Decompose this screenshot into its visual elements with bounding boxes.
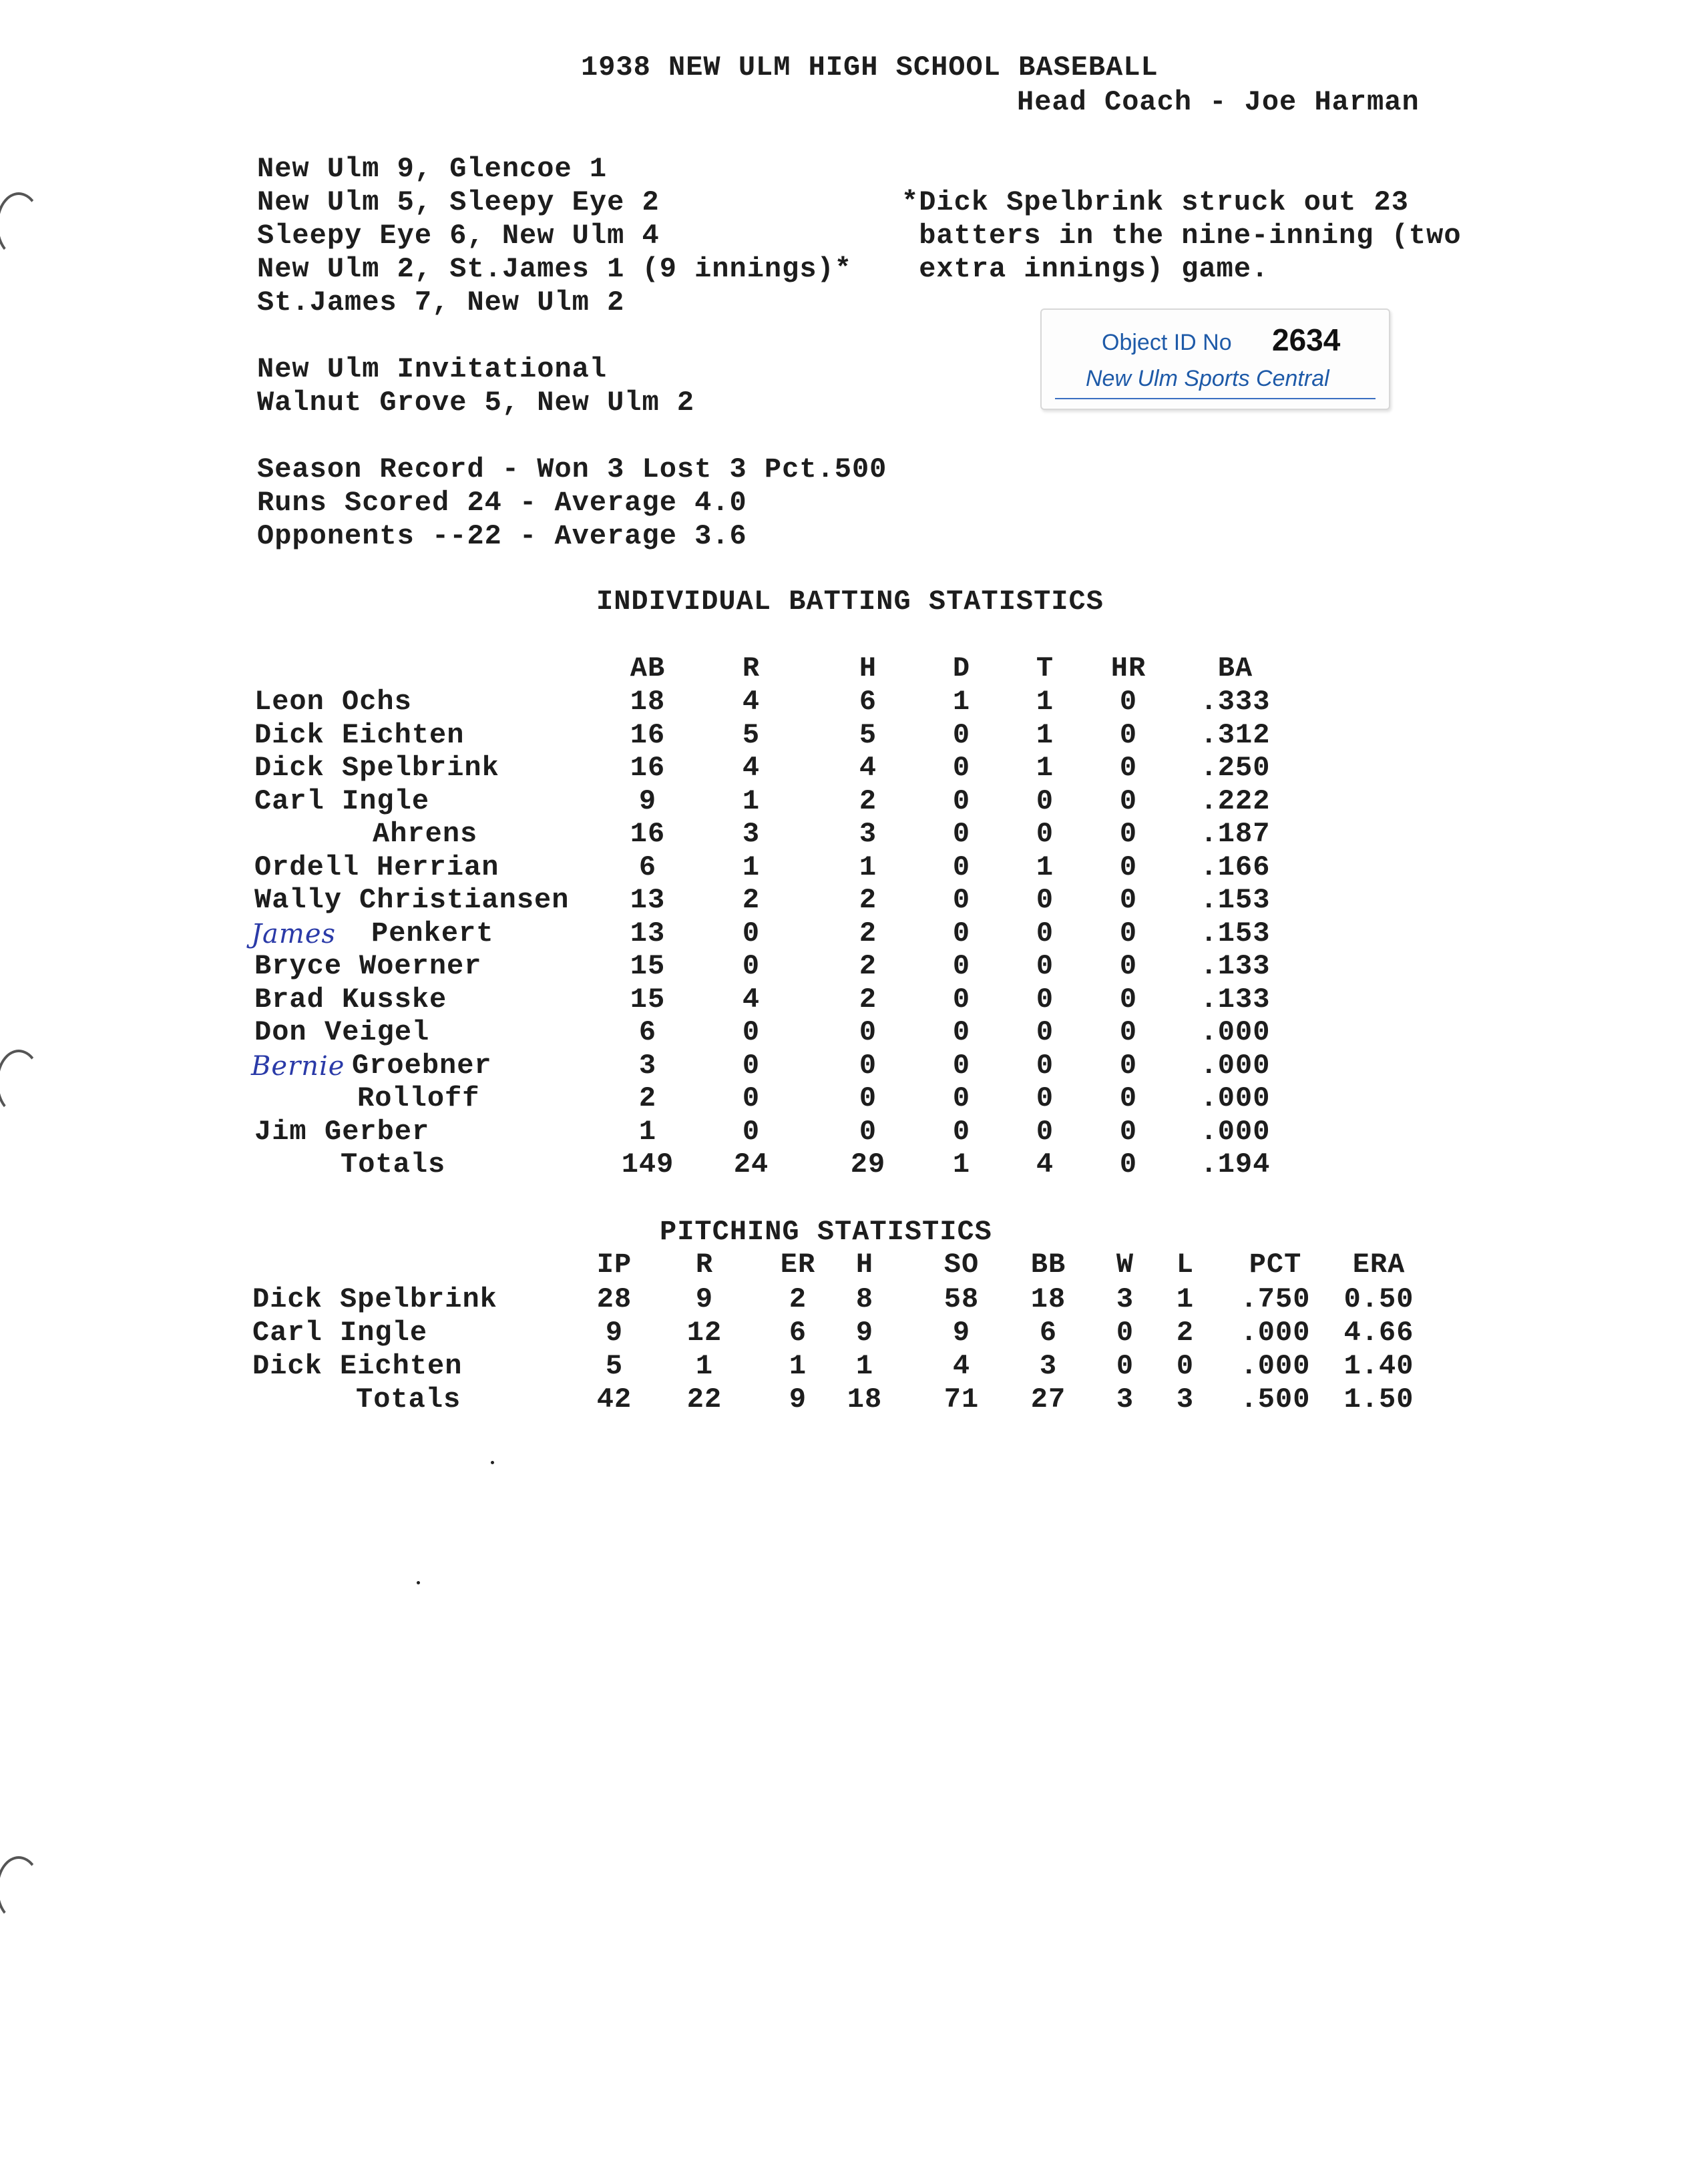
batting-stat-cell: .312 xyxy=(1200,719,1271,751)
batting-stat-cell: 0 xyxy=(1119,1016,1138,1048)
batting-total-cell: 149 xyxy=(621,1148,674,1180)
pitching-stat-cell: 6 xyxy=(1039,1317,1058,1349)
paper-speck xyxy=(491,1461,494,1464)
batting-stat-cell: 0 xyxy=(952,1082,971,1114)
pitching-stat-cell: 1 xyxy=(1176,1283,1195,1315)
batting-title: INDIVIDUAL BATTING STATISTICS xyxy=(596,586,1104,618)
pitching-col-header: R xyxy=(695,1249,714,1281)
pitching-col-header: L xyxy=(1176,1249,1195,1281)
batting-stat-cell: 4 xyxy=(742,984,761,1016)
batting-stat-cell: 1 xyxy=(859,851,877,883)
batting-stat-cell: 0 xyxy=(1119,984,1138,1016)
pitching-col-header: PCT xyxy=(1249,1249,1302,1281)
player-last-name: Penkert xyxy=(371,917,494,949)
batting-stat-cell: .222 xyxy=(1200,785,1271,817)
batting-stat-cell: 0 xyxy=(742,917,761,949)
batting-total-cell: 24 xyxy=(733,1148,769,1180)
batting-stat-cell: 0 xyxy=(952,984,971,1016)
head-coach: Head Coach - Joe Harman xyxy=(1017,86,1420,118)
batting-stat-cell: 0 xyxy=(742,1050,761,1082)
player-last-name: Kusske xyxy=(342,984,447,1016)
batting-stat-cell: 6 xyxy=(859,686,877,718)
player-last-name: Eichten xyxy=(342,719,465,751)
pitching-stat-cell: 1 xyxy=(789,1350,807,1382)
invitational-game: Walnut Grove 5, New Ulm 2 xyxy=(257,387,695,419)
batting-stat-cell: 1 xyxy=(638,1116,657,1148)
batting-stat-cell: 0 xyxy=(742,1082,761,1114)
pitching-total-cell: 1.50 xyxy=(1343,1383,1414,1415)
opponents-runs: Opponents --22 - Average 3.6 xyxy=(257,520,747,552)
batting-stat-cell: 15 xyxy=(630,950,666,982)
pitching-stat-cell: 6 xyxy=(789,1317,807,1349)
batting-stat-cell: 0 xyxy=(1119,785,1138,817)
batting-col-header: R xyxy=(742,652,761,684)
batting-stat-cell: .000 xyxy=(1200,1016,1271,1048)
pitching-stat-cell: 18 xyxy=(1030,1283,1066,1315)
batting-stat-cell: 1 xyxy=(742,851,761,883)
batting-stat-cell: 0 xyxy=(952,917,971,949)
batting-stat-cell: 0 xyxy=(1119,917,1138,949)
pitching-stat-cell: 12 xyxy=(686,1317,722,1349)
player-last-name: Ochs xyxy=(342,686,412,718)
batting-stat-cell: 0 xyxy=(742,1116,761,1148)
game-result: New Ulm 5, Sleepy Eye 2 xyxy=(257,186,660,218)
pitching-stat-cell: 58 xyxy=(943,1283,980,1315)
player-first-name: Carl xyxy=(254,785,325,817)
pitching-col-header: ER xyxy=(780,1249,816,1281)
batting-stat-cell: 0 xyxy=(952,950,971,982)
batting-stat-cell: 1 xyxy=(1036,752,1054,784)
pitching-stat-cell: 0 xyxy=(1176,1350,1195,1382)
batting-stat-cell: 2 xyxy=(638,1082,657,1114)
player-first-name: Wally xyxy=(254,884,343,916)
game-result: New Ulm 2, St.James 1 (9 innings)* xyxy=(257,253,852,285)
player-last-name: Woerner xyxy=(359,950,482,982)
pitching-stat-cell: 9 xyxy=(855,1317,874,1349)
pitching-total-cell: 3 xyxy=(1116,1383,1134,1415)
pitching-total-cell: 3 xyxy=(1176,1383,1195,1415)
batting-stat-cell: 0 xyxy=(1119,950,1138,982)
batting-stat-cell: 0 xyxy=(952,851,971,883)
batting-total-cell: 29 xyxy=(850,1148,886,1180)
batting-stat-cell: .153 xyxy=(1200,884,1271,916)
object-id-stamp xyxy=(1040,308,1390,410)
batting-stat-cell: 0 xyxy=(1036,818,1054,850)
pitching-col-header: BB xyxy=(1030,1249,1066,1281)
page-title: 1938 NEW ULM HIGH SCHOOL BASEBALL xyxy=(581,51,1158,83)
batting-stat-cell: 0 xyxy=(952,884,971,916)
game-result: Sleepy Eye 6, New Ulm 4 xyxy=(257,220,660,252)
batting-stat-cell: 6 xyxy=(638,851,657,883)
player-first-name: Dick xyxy=(254,752,325,784)
batting-stat-cell: 0 xyxy=(1119,719,1138,751)
pitching-totals-label: Totals xyxy=(356,1383,461,1415)
pitcher-name: Carl Ingle xyxy=(252,1317,428,1349)
pitching-title: PITCHING STATISTICS xyxy=(660,1216,992,1248)
stamp-organization: New Ulm Sports Central xyxy=(1086,366,1329,391)
player-last-name: Groebner xyxy=(352,1050,492,1082)
batting-stat-cell: 4 xyxy=(742,752,761,784)
batting-stat-cell: 0 xyxy=(1036,884,1054,916)
batting-stat-cell: 0 xyxy=(859,1082,877,1114)
invitational-title: New Ulm Invitational xyxy=(257,353,608,385)
pitching-stat-cell: 4 xyxy=(952,1350,971,1382)
footnote-line: extra innings) game. xyxy=(901,253,1269,285)
batting-stat-cell: 15 xyxy=(630,984,666,1016)
batting-stat-cell: 0 xyxy=(1119,686,1138,718)
batting-stat-cell: .000 xyxy=(1200,1050,1271,1082)
batting-stat-cell: 0 xyxy=(1119,884,1138,916)
player-last-name: Spelbrink xyxy=(342,752,499,784)
pitching-stat-cell: .000 xyxy=(1240,1350,1311,1382)
player-last-name: Herrian xyxy=(377,851,499,883)
batting-stat-cell: 13 xyxy=(630,884,666,916)
batting-stat-cell: .000 xyxy=(1200,1082,1271,1114)
player-first-name: Don xyxy=(254,1016,307,1048)
batting-stat-cell: 3 xyxy=(859,818,877,850)
batting-stat-cell: 1 xyxy=(742,785,761,817)
pitching-stat-cell: 1 xyxy=(695,1350,714,1382)
pitching-stat-cell: 2 xyxy=(1176,1317,1195,1349)
player-last-name: Christiansen xyxy=(359,884,570,916)
batting-stat-cell: .187 xyxy=(1200,818,1271,850)
batting-stat-cell: 1 xyxy=(1036,851,1054,883)
player-last-name: Veigel xyxy=(325,1016,430,1048)
player-first-name: Ordell xyxy=(254,851,360,883)
binder-hole xyxy=(0,1856,41,1922)
stamp-underline xyxy=(1055,398,1376,399)
footnote-line: batters in the nine-inning (two xyxy=(901,220,1462,252)
batting-stat-cell: 3 xyxy=(638,1050,657,1082)
batting-stat-cell: 1 xyxy=(952,686,971,718)
batting-stat-cell: 0 xyxy=(1036,1050,1054,1082)
batting-stat-cell: 0 xyxy=(952,818,971,850)
player-last-name: Rolloff xyxy=(357,1082,480,1114)
pitching-stat-cell: 5 xyxy=(605,1350,624,1382)
batting-stat-cell: 2 xyxy=(859,917,877,949)
batting-stat-cell: 0 xyxy=(952,752,971,784)
batting-stat-cell: 4 xyxy=(859,752,877,784)
batting-stat-cell: .133 xyxy=(1200,950,1271,982)
batting-total-cell: 1 xyxy=(952,1148,971,1180)
batting-stat-cell: 0 xyxy=(1119,1116,1138,1148)
pitching-total-cell: 42 xyxy=(596,1383,632,1415)
batting-stat-cell: 0 xyxy=(1119,752,1138,784)
batting-stat-cell: 0 xyxy=(1036,785,1054,817)
batting-stat-cell: 0 xyxy=(1036,984,1054,1016)
pitching-total-cell: .500 xyxy=(1240,1383,1311,1415)
batting-stat-cell: 5 xyxy=(742,719,761,751)
batting-col-header: T xyxy=(1036,652,1054,684)
pitching-stat-cell: 0.50 xyxy=(1343,1283,1414,1315)
pitching-total-cell: 9 xyxy=(789,1383,807,1415)
batting-stat-cell: 0 xyxy=(742,1016,761,1048)
batting-col-header: D xyxy=(952,652,971,684)
pitching-stat-cell: 9 xyxy=(695,1283,714,1315)
batting-stat-cell: 0 xyxy=(742,950,761,982)
batting-stat-cell: 6 xyxy=(638,1016,657,1048)
runs-scored: Runs Scored 24 - Average 4.0 xyxy=(257,487,747,519)
pitching-stat-cell: 9 xyxy=(952,1317,971,1349)
batting-stat-cell: 0 xyxy=(1119,1050,1138,1082)
game-result: St.James 7, New Ulm 2 xyxy=(257,286,625,318)
binder-hole xyxy=(0,192,41,258)
player-first-name: Bryce xyxy=(254,950,343,982)
batting-stat-cell: 0 xyxy=(1036,1016,1054,1048)
batting-col-header: AB xyxy=(630,652,666,684)
batting-stat-cell: 0 xyxy=(1036,1116,1054,1148)
batting-col-header: HR xyxy=(1110,652,1146,684)
batting-total-cell: 0 xyxy=(1119,1148,1138,1180)
batting-stat-cell: .166 xyxy=(1200,851,1271,883)
batting-stat-cell: .250 xyxy=(1200,752,1271,784)
batting-stat-cell: 9 xyxy=(638,785,657,817)
pitching-stat-cell: 0 xyxy=(1116,1317,1134,1349)
batting-stat-cell: 2 xyxy=(859,785,877,817)
handwritten-first-name: Bernie xyxy=(251,1051,345,1082)
handwritten-first-name: James xyxy=(251,919,337,949)
pitching-total-cell: 71 xyxy=(943,1383,980,1415)
pitcher-name: Dick Spelbrink xyxy=(252,1283,497,1315)
stamp-number: 2634 xyxy=(1272,322,1341,357)
pitching-col-header: ERA xyxy=(1352,1249,1406,1281)
batting-stat-cell: 0 xyxy=(1036,917,1054,949)
batting-stat-cell: .133 xyxy=(1200,984,1271,1016)
batting-stat-cell: 2 xyxy=(859,984,877,1016)
batting-stat-cell: 0 xyxy=(1119,818,1138,850)
pitching-stat-cell: 8 xyxy=(855,1283,874,1315)
pitching-col-header: W xyxy=(1116,1249,1134,1281)
pitching-stat-cell: 1 xyxy=(855,1350,874,1382)
pitching-stat-cell: 2 xyxy=(789,1283,807,1315)
pitching-stat-cell: 4.66 xyxy=(1343,1317,1414,1349)
player-last-name: Ingle xyxy=(342,785,430,817)
batting-total-cell: 4 xyxy=(1036,1148,1054,1180)
batting-stat-cell: 18 xyxy=(630,686,666,718)
season-record: Season Record - Won 3 Lost 3 Pct.500 xyxy=(257,453,887,485)
batting-stat-cell: 0 xyxy=(952,1016,971,1048)
batting-stat-cell: 0 xyxy=(952,1050,971,1082)
stamp-label: Object ID No xyxy=(1102,330,1232,355)
pitching-stat-cell: .750 xyxy=(1240,1283,1311,1315)
pitching-col-header: H xyxy=(855,1249,874,1281)
pitching-total-cell: 18 xyxy=(847,1383,883,1415)
batting-stat-cell: 0 xyxy=(1119,851,1138,883)
player-first-name: Jim xyxy=(254,1116,307,1148)
batting-stat-cell: 0 xyxy=(859,1050,877,1082)
batting-stat-cell: 1 xyxy=(1036,686,1054,718)
player-last-name: Ahrens xyxy=(373,818,478,850)
batting-stat-cell: 0 xyxy=(859,1016,877,1048)
batting-stat-cell: .153 xyxy=(1200,917,1271,949)
batting-col-header: BA xyxy=(1217,652,1253,684)
batting-stat-cell: 0 xyxy=(1036,1082,1054,1114)
pitching-stat-cell: 1.40 xyxy=(1343,1350,1414,1382)
game-result: New Ulm 9, Glencoe 1 xyxy=(257,153,608,185)
binder-hole xyxy=(0,1050,41,1115)
batting-stat-cell: 3 xyxy=(742,818,761,850)
footnote-line: *Dick Spelbrink struck out 23 xyxy=(901,186,1409,218)
batting-stat-cell: 2 xyxy=(859,950,877,982)
batting-stat-cell: 0 xyxy=(1036,950,1054,982)
pitching-stat-cell: 28 xyxy=(596,1283,632,1315)
batting-stat-cell: 13 xyxy=(630,917,666,949)
pitching-col-header: IP xyxy=(596,1249,632,1281)
pitching-total-cell: 22 xyxy=(686,1383,722,1415)
player-first-name: Brad xyxy=(254,984,325,1016)
player-last-name: Gerber xyxy=(325,1116,430,1148)
pitcher-name: Dick Eichten xyxy=(252,1350,463,1382)
pitching-stat-cell: 9 xyxy=(605,1317,624,1349)
pitching-total-cell: 27 xyxy=(1030,1383,1066,1415)
batting-stat-cell: 0 xyxy=(952,1116,971,1148)
paper-speck xyxy=(417,1581,420,1584)
pitching-stat-cell: 3 xyxy=(1116,1283,1134,1315)
pitching-stat-cell: .000 xyxy=(1240,1317,1311,1349)
batting-total-cell: .194 xyxy=(1200,1148,1271,1180)
pitching-col-header: SO xyxy=(943,1249,980,1281)
batting-stat-cell: .333 xyxy=(1200,686,1271,718)
batting-stat-cell: 2 xyxy=(859,884,877,916)
batting-stat-cell: 16 xyxy=(630,818,666,850)
batting-stat-cell: 16 xyxy=(630,752,666,784)
player-first-name: Leon xyxy=(254,686,325,718)
batting-stat-cell: .000 xyxy=(1200,1116,1271,1148)
batting-stat-cell: 0 xyxy=(952,719,971,751)
pitching-stat-cell: 3 xyxy=(1039,1350,1058,1382)
batting-stat-cell: 0 xyxy=(1119,1082,1138,1114)
batting-totals-label: Totals xyxy=(341,1148,446,1180)
batting-stat-cell: 2 xyxy=(742,884,761,916)
batting-stat-cell: 0 xyxy=(859,1116,877,1148)
batting-stat-cell: 4 xyxy=(742,686,761,718)
batting-col-header: H xyxy=(859,652,877,684)
batting-stat-cell: 5 xyxy=(859,719,877,751)
batting-stat-cell: 1 xyxy=(1036,719,1054,751)
player-first-name: Dick xyxy=(254,719,325,751)
batting-stat-cell: 0 xyxy=(952,785,971,817)
pitching-stat-cell: 0 xyxy=(1116,1350,1134,1382)
batting-stat-cell: 16 xyxy=(630,719,666,751)
